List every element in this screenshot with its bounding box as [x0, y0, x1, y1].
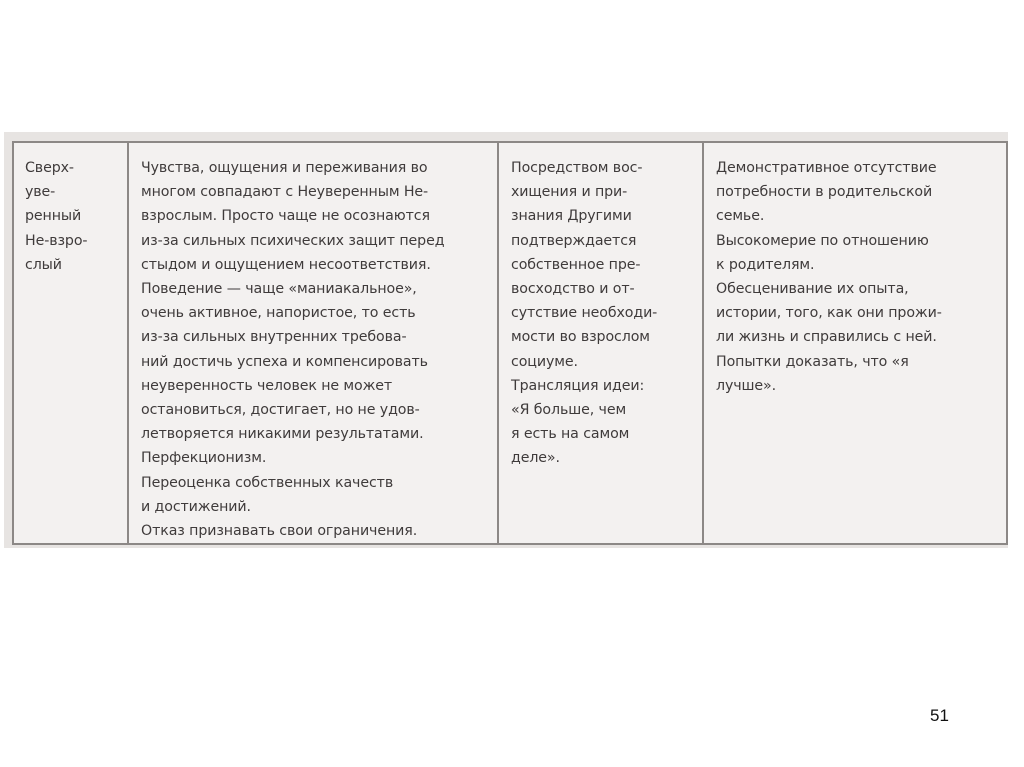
table-cell-type: Сверх- уве- ренный Не-взро- слый [13, 142, 128, 544]
table-image [4, 132, 1008, 548]
table-cell-mechanism: Посредством вос- хищения и при- знания Другими подтверждается собственное пре- восходство и от- сутствие необходи- мости во взрослом социуме. Трансляция идеи: «Я больше, чем я есть на самом деле». [498, 142, 703, 544]
data-table [12, 141, 1008, 545]
table-cell-description: Чувства, ощущения и переживания во многом совпадают с Неуверенным Не- взрослым. Просто чаще не осознаются из-за сильных психических защит перед стыдом и ощущением несоответствия. Поведение — чаще «маниакальное», очень активное, напористое, то есть из-за сильных внутренних требова- ний достичь успеха и компенсировать неуверенность человек не может остановиться, достигает, но не удов- летворяется никакими результатами. Перфекционизм. Переоценка собственных качеств и достижений. Отказ признавать свои ограничения. [128, 142, 498, 544]
table-row [13, 142, 1007, 544]
page-number: 51 [930, 706, 949, 725]
table-cell-attitude: Демонстративное отсутствие потребности в родительской семье. Высокомерие по отношению к родителям. Обесценивание их опыта, истории, того, как они прожи- ли жизнь и справились с ней. Попытки доказать, что «я лучше». [703, 142, 1007, 544]
